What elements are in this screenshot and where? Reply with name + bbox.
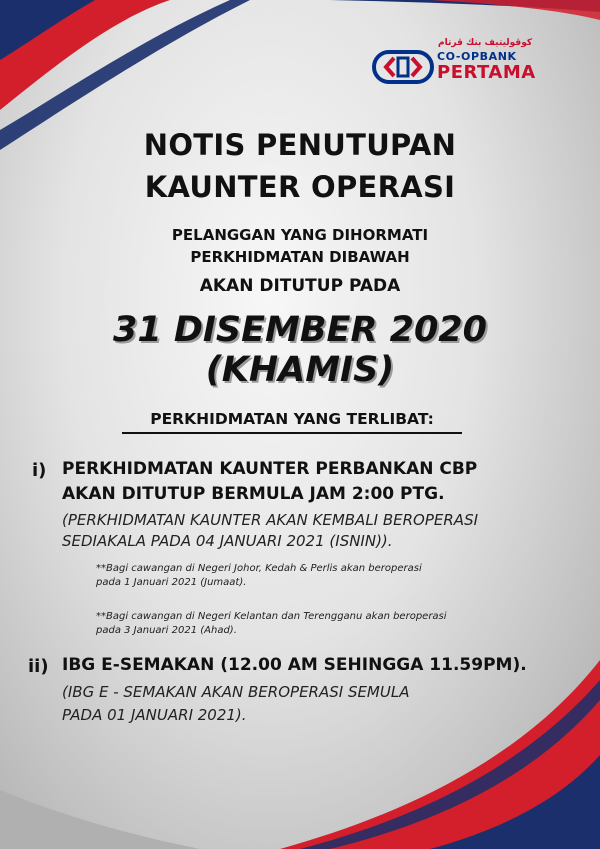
item-1-line-1: PERKHIDMATAN KAUNTER PERBANKAN CBP (62, 459, 478, 479)
subtitle-line-1: PELANGGAN YANG DIHORMATI (171, 226, 429, 244)
logo-coopbank-text: CO-OPBANK (437, 50, 517, 63)
item-1-line-2: AKAN DITUTUP BERMULA JAM 2:00 PTG. (62, 484, 445, 504)
item-2-number: ii) (28, 656, 49, 677)
item-2-detail-1: (IBG E - SEMAKAN AKAN BEROPERASI SEMULA (62, 683, 410, 701)
title-line-1: NOTIS PENUTUPAN (143, 128, 457, 162)
item-1-note-2-line-2: pada 3 Januari 2021 (Ahad). (96, 625, 237, 636)
item-1-detail-1: (PERKHIDMATAN KAUNTER AKAN KEMBALI BEROPERASI (62, 511, 479, 529)
subtitle-line-2: PERKHIDMATAN DIBAWAH (190, 248, 410, 266)
item-1-detail-2: SEDIAKALA PADA 04 JANUARI 2021 (ISNIN)). (62, 532, 393, 550)
item-1-number: i) (32, 460, 47, 481)
item-2-line-1: IBG E-SEMAKAN (12.00 AM SEHINGGA 11.59PM). (62, 655, 527, 675)
title-line-2: KAUNTER OPERASI (144, 170, 456, 204)
item-1-note-1-line-2: pada 1 Januari 2021 (Jumaat). (96, 577, 247, 588)
logo-pertama-text: PERTAMA (437, 62, 536, 83)
affected-services-heading: PERKHIDMATAN YANG TERLIBAT: (122, 410, 462, 434)
item-2-detail-2: PADA 01 JANUARI 2021). (62, 706, 247, 724)
closing-date: 31 DISEMBER 2020 (112, 310, 488, 350)
logo-arabic-text: كوڤوليتيف بنك ڤرتام (438, 38, 533, 48)
item-1-note-2-line-1: **Bagi cawangan di Negeri Kelantan dan Terengganu akan beroperasi (96, 611, 447, 622)
item-1-note-1-line-1: **Bagi cawangan di Negeri Johor, Kedah & Perlis akan beroperasi (96, 563, 422, 574)
subtitle-line-3: AKAN DITUTUP PADA (199, 276, 401, 296)
closing-day: (KHAMIS) (205, 350, 395, 390)
